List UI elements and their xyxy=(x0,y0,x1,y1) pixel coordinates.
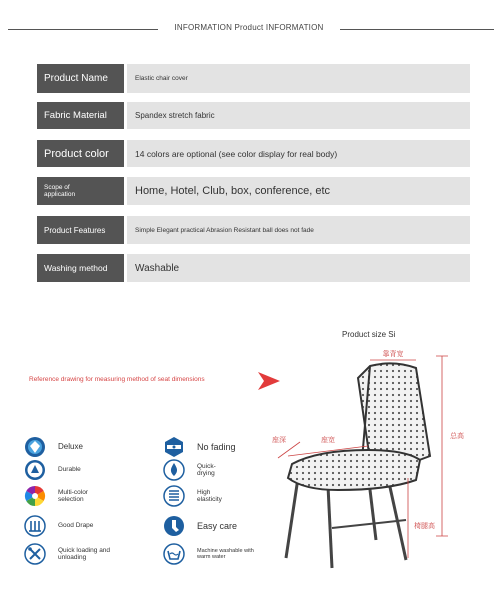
section-header xyxy=(0,20,502,40)
feature-multi-color xyxy=(24,485,98,507)
total-height-label: 总高 xyxy=(450,432,464,440)
seat-depth-label: 座深 xyxy=(272,436,286,444)
spec-value: Simple Elegant practical Abrasion Resistant ball does not fade xyxy=(127,216,470,244)
feature-label: Quick-drying xyxy=(197,462,216,477)
spec-label: Washing method xyxy=(37,254,124,282)
reference-caption: Reference drawing for measuring method of seat dimensions xyxy=(29,376,205,383)
leg-height-label: 椅腿高 xyxy=(414,522,435,530)
feature-high-elasticity xyxy=(163,485,231,507)
feature-label: Good Drape xyxy=(58,522,94,530)
section-title: INFORMATION Product INFORMATION xyxy=(174,23,324,32)
feature-easy-care xyxy=(163,515,237,537)
spec-label: Product Features xyxy=(37,216,124,244)
sock-icon xyxy=(163,515,185,537)
header-divider-left xyxy=(8,29,158,30)
spring-icon xyxy=(163,485,185,507)
feature-label: Durable xyxy=(58,466,81,474)
color-wheel-icon xyxy=(24,485,46,507)
tools-icon xyxy=(24,543,46,565)
feature-label: Deluxe xyxy=(58,442,83,452)
feature-no-fading xyxy=(163,436,236,458)
spec-row-product-color xyxy=(37,140,470,167)
feature-quick-loading xyxy=(24,543,118,565)
spec-row-features xyxy=(37,216,470,244)
seat-width-label: 座宽 xyxy=(321,436,335,444)
spec-value: Spandex stretch fabric xyxy=(127,102,470,129)
product-size-title: Product size Si xyxy=(342,330,396,339)
spec-value: Elastic chair cover xyxy=(127,64,470,93)
diamond-icon xyxy=(24,436,46,458)
feature-good-drape xyxy=(24,515,93,537)
durable-icon xyxy=(24,459,46,481)
feature-quick-drying xyxy=(163,459,227,481)
header-divider-right xyxy=(340,29,494,30)
spec-value: Washable xyxy=(127,254,470,282)
feature-label: Easy care xyxy=(197,520,238,531)
feature-label: High elasticity xyxy=(197,488,222,503)
feature-durable xyxy=(24,459,81,481)
back-width-label: 靠背宽 xyxy=(382,350,404,358)
spec-label: Product color xyxy=(37,140,124,167)
drape-icon xyxy=(24,515,46,537)
spec-label: Fabric Material xyxy=(37,102,124,129)
feature-label: Multi-color selection xyxy=(58,488,88,503)
quality-badge-icon xyxy=(163,436,185,458)
droplet-icon xyxy=(163,459,185,481)
spec-value: Home, Hotel, Club, box, conference, etc xyxy=(127,177,470,205)
feature-machine-washable xyxy=(163,543,259,565)
spec-row-scope xyxy=(37,177,470,205)
spec-row-fabric-material xyxy=(37,102,470,129)
feature-label: Machine washable with warm water xyxy=(197,547,254,560)
washing-icon xyxy=(163,543,185,565)
spec-label: Scope of application xyxy=(37,177,124,205)
feature-label: No fading xyxy=(197,441,236,452)
feature-deluxe xyxy=(24,436,83,458)
spec-row-product-name xyxy=(37,64,470,93)
spec-row-washing xyxy=(37,254,470,282)
feature-label: Quick loading and unloading xyxy=(58,546,111,561)
spec-label: Product Name xyxy=(37,64,124,93)
chair-diagram xyxy=(258,338,468,586)
spec-value: 14 colors are optional (see color display for real body) xyxy=(127,140,470,167)
